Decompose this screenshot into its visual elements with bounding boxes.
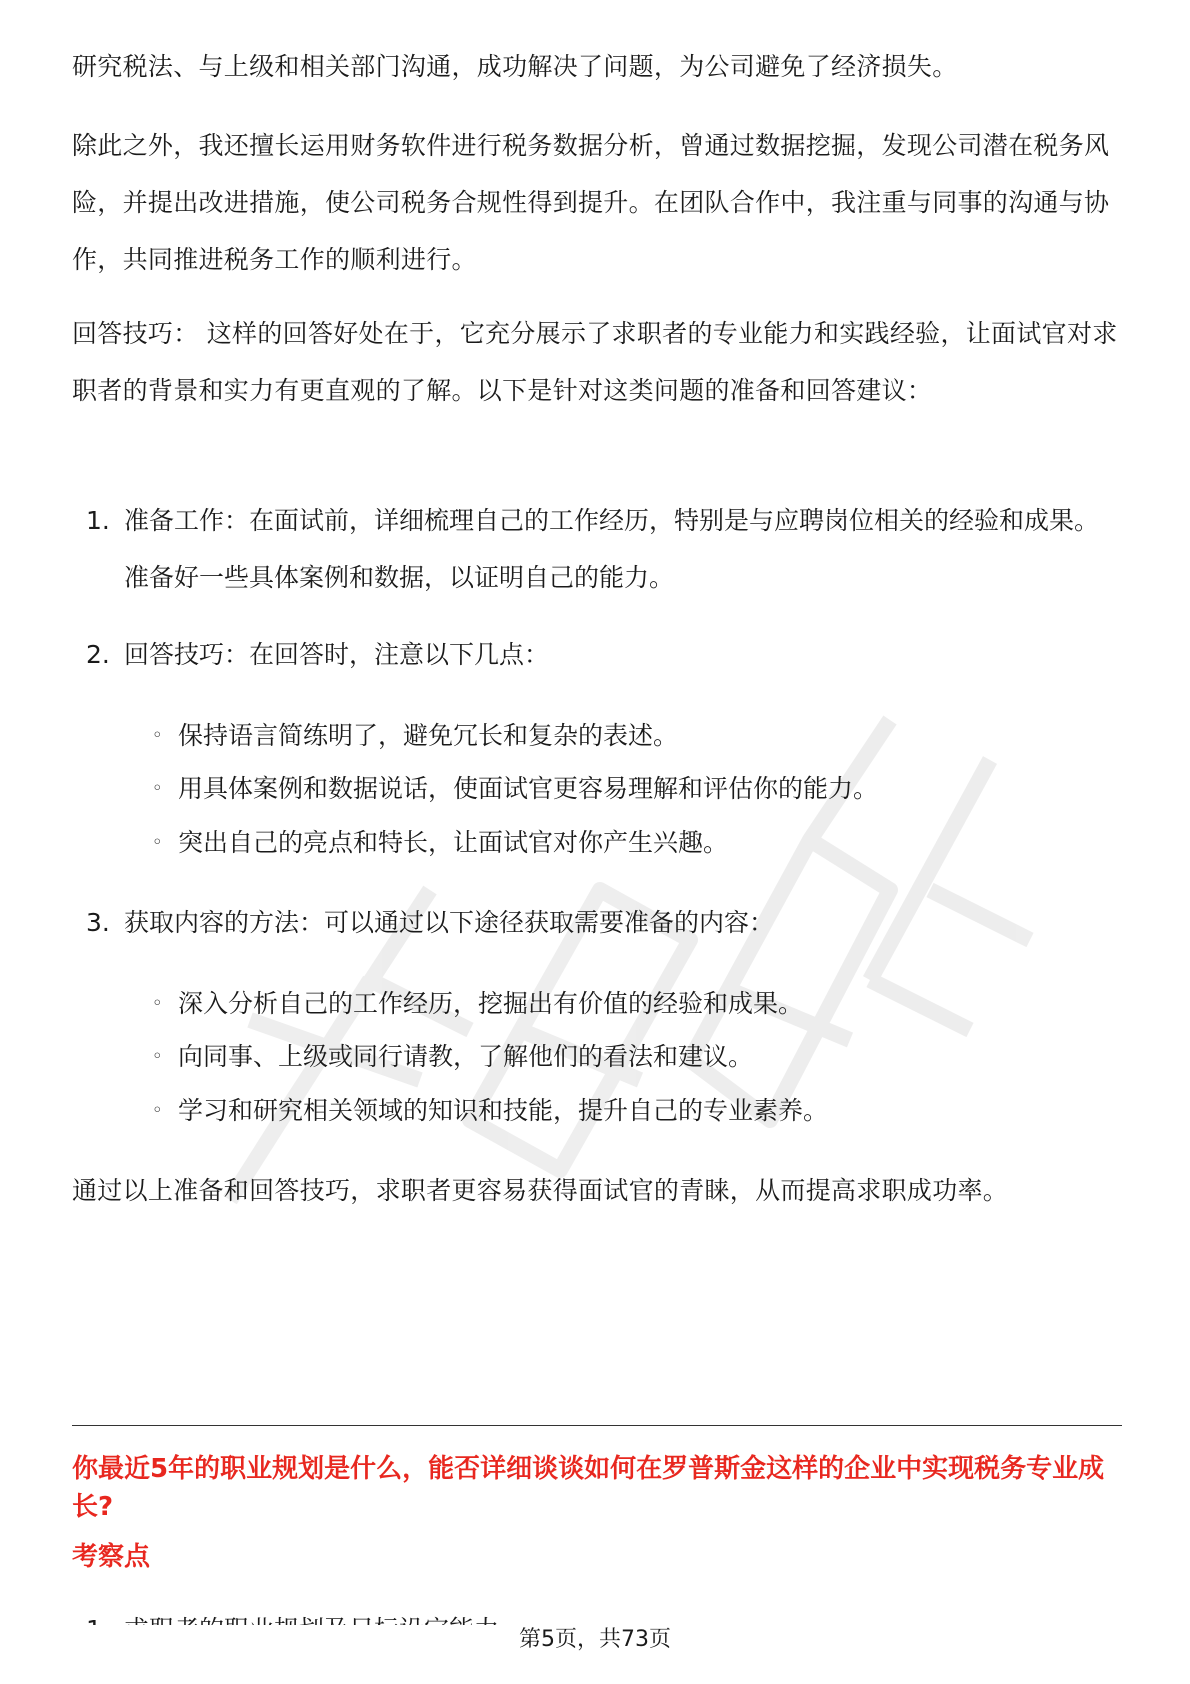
section-divider	[72, 1425, 1122, 1426]
list-item	[86, 894, 1122, 951]
list-number: 1.	[86, 506, 110, 535]
question-heading: 你最近5年的职业规划是什么，能否详细谈谈如何在罗普斯金这样的企业中实现税务专业成长?	[72, 1454, 1105, 1522]
list-text: 获取内容的方法：可以通过以下途径获取需要准备的内容：	[124, 908, 775, 937]
paragraph-1: 研究税法、与上级和相关部门沟通，成功解决了问题，为公司避免了经济损失。	[72, 52, 958, 81]
bullet-item	[152, 760, 1122, 817]
list-item	[86, 626, 1122, 683]
paragraph-2: 除此之外，我还擅长运用财务软件进行税务数据分析，曾通过数据挖掘，发现公司潜在税务风险，并提出改进措施，使公司税务合规性得到提升。在团队合作中，我注重与同事的沟通与协作，共同推进税务工作的顺利进行。	[72, 131, 1110, 274]
list-text: 回答技巧：在回答时，注意以下几点：	[124, 640, 550, 669]
bullet-icon: ◦	[152, 778, 163, 799]
bullet-text: 深入分析自己的工作经历，挖掘出有价值的经验和成果。	[178, 989, 804, 1018]
paragraph-3: 回答技巧： 这样的回答好处在于，它充分展示了求职者的专业能力和实践经验，让面试官对求职者的背景和实力有更直观的了解。以下是针对这类问题的准备和回答建议：	[72, 319, 1118, 405]
bullet-icon: ◦	[152, 993, 163, 1014]
bullet-icon: ◦	[152, 725, 163, 746]
bullet-text: 保持语言简练明了，避免冗长和复杂的表述。	[178, 721, 679, 750]
list-number: 2.	[86, 640, 110, 669]
bullet-text: 向同事、上级或同行请教，了解他们的看法和建议。	[178, 1042, 754, 1071]
bullet-icon: ◦	[152, 1046, 163, 1067]
section-subheading: 考察点	[72, 1542, 151, 1572]
bullet-item	[152, 814, 1122, 871]
bullet-icon: ◦	[152, 1100, 163, 1121]
list-number: 3.	[86, 908, 110, 937]
bullet-item	[152, 975, 1122, 1032]
page-footer	[0, 1625, 1190, 1661]
list-item	[86, 492, 1122, 606]
bullet-item	[152, 1082, 1122, 1139]
bullet-icon: ◦	[152, 832, 163, 853]
bullet-item	[152, 1028, 1122, 1085]
bullet-item	[152, 707, 1122, 764]
bullet-text: 用具体案例和数据说话，使面试官更容易理解和评估你的能力。	[178, 774, 879, 803]
list-text: 准备工作：在面试前，详细梳理自己的工作经历，特别是与应聘岗位相关的经验和成果。准备好一些具体案例和数据，以证明自己的能力。	[124, 506, 1100, 592]
conclusion-paragraph: 通过以上准备和回答技巧，求职者更容易获得面试官的青睐，从而提高求职成功率。	[72, 1176, 1009, 1205]
page-number: 第5页，共73页	[513, 1627, 677, 1652]
bullet-text: 学习和研究相关领域的知识和技能，提升自己的专业素养。	[178, 1096, 829, 1125]
bullet-text: 突出自己的亮点和特长，让面试官对你产生兴趣。	[178, 828, 729, 857]
